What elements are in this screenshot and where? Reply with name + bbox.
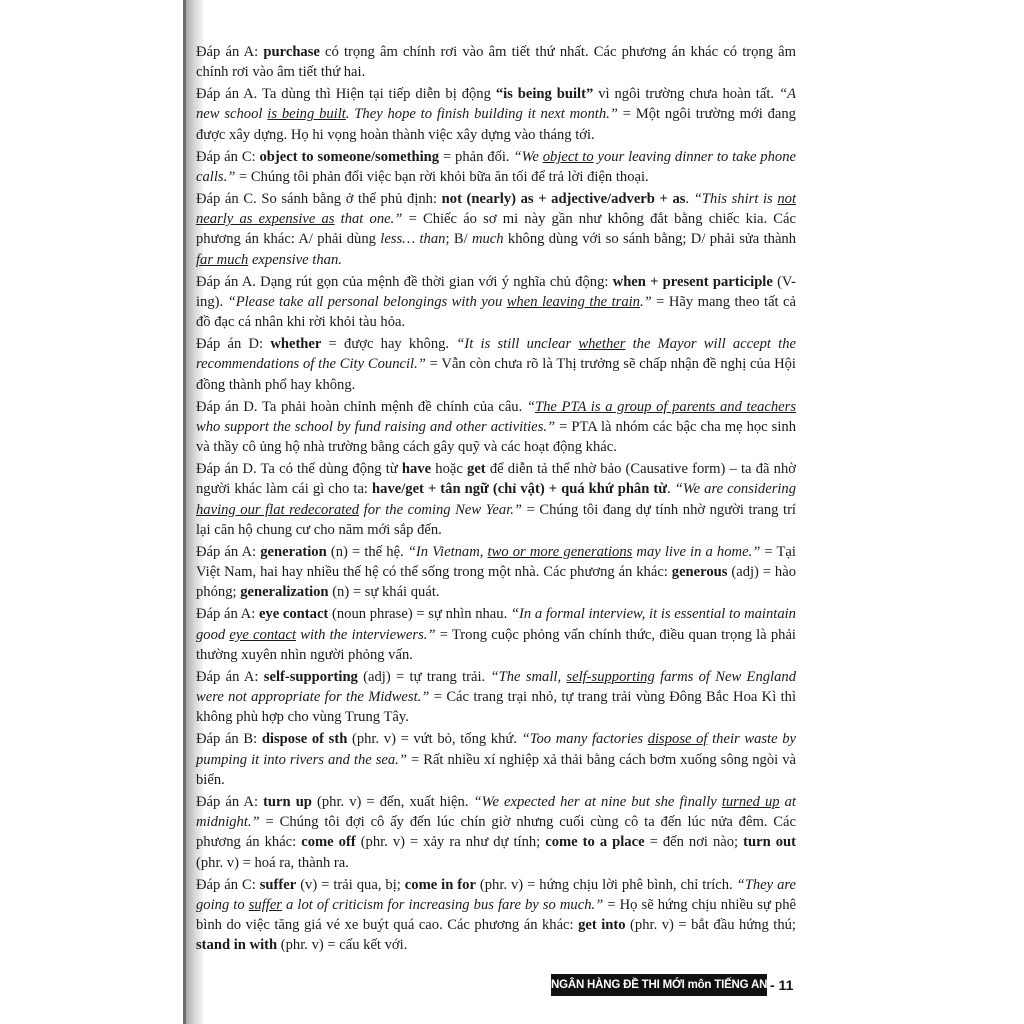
- answer-entry: [196, 147, 796, 188]
- underlined-phrase: having our flat redecorated: [196, 501, 360, 518]
- explanation-text: (adj) = hào phóng;: [196, 564, 797, 601]
- answer-entry: [196, 334, 796, 395]
- answer-entry: [196, 792, 796, 873]
- example-sentence: [488, 544, 633, 560]
- example-sentence: [566, 669, 654, 685]
- key-term: come to a place: [545, 834, 645, 851]
- underlined-phrase: self-supporting: [566, 668, 655, 685]
- underlined-phrase: The PTA is a group of parents and teachers: [535, 398, 796, 415]
- example-sentence: “We: [513, 148, 543, 165]
- example-sentence: [507, 294, 640, 310]
- explanation-text: (n) = thế hệ.: [326, 543, 408, 560]
- example-sentence: “This shirt is: [693, 190, 778, 207]
- explanation-text: = Chúng tôi đang dự tính nhờ người trang trí lại căn hộ chung cư cho năm mới sắp đến.: [196, 501, 796, 538]
- example-sentence: “We are considering: [674, 481, 797, 498]
- explanation-text: không dùng với so sánh bằng; D/ phải sửa thành: [503, 231, 797, 248]
- example-sentence: “Please take all personal belongings with you: [227, 293, 507, 310]
- example-sentence: [535, 399, 796, 415]
- explanation-text: ; B/: [445, 231, 472, 248]
- explanation-text: Đáp án A:: [196, 606, 259, 623]
- explanation-text: có trọng âm chính rơi vào âm tiết thứ nhất. Các phương án khác có trọng âm chính rơi vào âm tiết thứ hai.: [196, 44, 796, 81]
- example-sentence: [249, 897, 282, 913]
- explanation-text: Đáp án A:: [196, 543, 261, 560]
- explanation-text: (phr. v) = vứt bỏ, tống khứ.: [347, 731, 522, 748]
- example-sentence: [196, 252, 248, 268]
- underlined-phrase: suffer: [248, 896, 282, 913]
- key-term: generation: [260, 543, 327, 560]
- explanation-text: Đáp án A:: [196, 668, 264, 685]
- answer-entry: [196, 42, 796, 83]
- example-sentence: a lot of criticism for increasing bus fare by so much.”: [281, 896, 604, 913]
- example-sentence: expensive than.: [248, 251, 342, 268]
- key-term: stand in with: [196, 937, 278, 954]
- example-sentence: “It is still unclear: [456, 336, 579, 353]
- explanation-text: = Các trang trại nhỏ, tự trang trải vùng Đông Bắc Hoa Kì thì không phù hợp cho vùng Trung Tây.: [196, 689, 797, 726]
- example-sentence: less… than: [380, 231, 446, 248]
- explanation-text: Đáp án C:: [196, 876, 260, 893]
- explanation-text: (phr. v) = hoá ra, thành ra.: [196, 854, 349, 871]
- example-sentence: with the interviewers.”: [296, 626, 436, 643]
- answer-entry: [196, 189, 796, 270]
- example-sentence: “The small,: [490, 668, 567, 685]
- key-term: come off: [301, 834, 356, 851]
- explanation-text: (v) = trải qua, bị;: [296, 876, 405, 893]
- explanation-text: Đáp án C. So sánh bằng ở thể phủ định:: [196, 190, 442, 207]
- key-term: self-supporting: [263, 668, 358, 685]
- key-term: get into: [578, 917, 626, 934]
- key-term: come in for: [404, 876, 476, 893]
- explanation-text: Đáp án B:: [196, 731, 262, 748]
- explanation-text: vì ngôi trường chưa hoàn tất.: [593, 86, 779, 103]
- underlined-phrase: two or more generations: [487, 543, 633, 560]
- explanation-text: = PTA là nhóm các bậc cha mẹ học sinh và thầy cô ủng hộ nhà trường bằng cách gây quỹ và các hoạt động khác.: [196, 418, 796, 456]
- book-title-banner: NGÂN HÀNG ĐỀ THI MỚI môn TIẾNG ANH: [551, 974, 767, 996]
- example-sentence: the Mayor will accept the recommendations of the City Council.”: [196, 336, 796, 373]
- key-term: whether: [270, 336, 322, 353]
- explanation-text: = Chúng tôi đợi cô ấy đến lúc chín giờ nhưng cuối cùng cô ta đến lúc nửa đêm. Các phương án khác:: [196, 814, 796, 851]
- explanation-text: = Chiếc áo sơ mi này gần như không đắt bằng chiếc kia. Các phương án khác: A/ phải dùng: [196, 211, 796, 248]
- explanation-text: (V-ing).: [196, 273, 796, 310]
- example-sentence: .”: [639, 293, 652, 310]
- explanation-text: để diễn tả thể nhờ bảo (Causative form) – ta đã nhờ người khác làm cái gì cho ta:: [196, 461, 796, 498]
- explanation-text: (adj) = tự trang trải.: [357, 668, 491, 685]
- example-sentence: farms of New England were not appropriate for the Midwest.”: [196, 668, 796, 706]
- explanation-text: = Rất nhiều xí nghiệp xả thải bằng cách bơm xuống sông ngòi và biển.: [196, 751, 796, 788]
- explanation-text: = Tại Việt Nam, hai hay nhiều thế hệ có thể sống trong một nhà. Các phương án khác:: [196, 543, 796, 581]
- explanation-text: = Trong cuộc phỏng vấn chính thức, điều quan trọng là phải thường xuyên nhìn người phỏng vấn.: [196, 626, 796, 663]
- key-term: have: [401, 461, 432, 478]
- key-term: turn out: [743, 834, 796, 851]
- explanation-text: = đến nơi nào;: [644, 834, 744, 851]
- example-sentence: that one.”: [334, 211, 403, 228]
- answer-entry: [196, 729, 796, 790]
- explanation-text: = phản đối.: [439, 148, 514, 165]
- explanation-text: Đáp án D. Ta phải hoàn chỉnh mệnh đề chính của câu.: [196, 398, 527, 415]
- explanation-text: .: [667, 481, 675, 498]
- explanation-text: Đáp án A. Dạng rút gọn của mệnh đề thời gian với ý nghĩa chủ động:: [196, 273, 613, 290]
- example-sentence: [543, 149, 594, 165]
- answer-entry: [196, 542, 796, 603]
- explanation-text: Đáp án A:: [196, 793, 264, 810]
- explanation-text: (phr. v) = hứng chịu lời phê bình, chỉ trích.: [475, 876, 737, 893]
- key-term: when + present participle: [612, 273, 773, 290]
- example-sentence: may live in a home.”: [632, 543, 761, 560]
- explanation-text: = Một ngôi trường mới đang được xây dựng. Họ hi vọng hoàn thành việc xây dựng vào tháng tới.: [196, 106, 796, 143]
- key-term: not (nearly) as + adjective/adverb + as: [441, 190, 686, 207]
- explanation-text: (n) = sự khái quát.: [328, 584, 440, 601]
- explanation-text: (phr. v) = xảy ra như dự tính;: [355, 834, 546, 851]
- explanation-text: (phr. v) = đến, xuất hiện.: [311, 793, 474, 810]
- explanation-text: Đáp án C:: [196, 148, 260, 165]
- underlined-phrase: dispose of: [647, 731, 708, 748]
- example-sentence: [196, 502, 359, 518]
- explanation-text: = Chúng tôi phản đối việc bạn rời khỏi bữa ăn tối để trả lời điện thoại.: [235, 168, 649, 185]
- explanation-text: = Vẫn còn chưa rõ là Thị trưởng sẽ chấp nhận đề nghị của Hội đồng thành phố hay không.: [196, 356, 796, 393]
- page-number: - 11: [770, 977, 794, 993]
- key-term: suffer: [259, 876, 297, 893]
- underlined-phrase: eye contact: [229, 626, 297, 643]
- key-term: generous: [671, 564, 728, 581]
- explanation-text: = Hãy mang theo tất cả đồ đạc cá nhân khi rời khỏi tàu hỏa.: [196, 293, 796, 331]
- example-sentence: who support the school by fund raising and other activities.”: [196, 418, 556, 435]
- key-term: “is being built”: [495, 86, 594, 103]
- key-term: generalization: [240, 584, 329, 601]
- explanation-text: hoặc: [431, 461, 468, 478]
- explanation-text: .: [685, 190, 694, 207]
- key-term: eye contact: [258, 606, 329, 623]
- explanation-text: = được hay không.: [321, 336, 457, 353]
- underlined-phrase: is being built: [267, 106, 346, 123]
- explanation-text: Đáp án D. Ta có thể dùng động từ: [196, 461, 402, 478]
- underlined-phrase: turned up: [721, 793, 780, 810]
- explanation-text: Đáp án A:: [196, 44, 264, 60]
- example-sentence: much: [471, 231, 504, 248]
- underlined-phrase: far much: [196, 251, 249, 268]
- example-sentence: . They hope to finish building it next month.”: [345, 106, 618, 123]
- example-sentence: “We expected her at nine but she finally: [473, 793, 722, 810]
- answer-entry: [196, 397, 796, 458]
- example-sentence: “: [526, 398, 536, 415]
- example-sentence: “A new school: [196, 86, 796, 123]
- key-term: have/get + tân ngữ (chỉ vật) + quá khứ phân từ: [372, 481, 668, 498]
- explanation-text: (phr. v) = bắt đầu hứng thú;: [625, 917, 796, 934]
- example-sentence: [648, 731, 708, 747]
- example-sentence: for the coming New Year.”: [359, 501, 523, 518]
- underlined-phrase: when leaving the train: [506, 293, 640, 310]
- answer-entry: [196, 84, 796, 145]
- explanation-text: Đáp án A. Ta dùng thì Hiện tại tiếp diễn bị động: [196, 86, 496, 103]
- example-sentence: “In a formal interview, it is essential to maintain good: [196, 606, 796, 643]
- key-term: dispose of sth: [261, 731, 348, 748]
- underlined-phrase: not nearly as expensive as: [196, 190, 796, 228]
- example-sentence: [229, 627, 296, 643]
- key-term: object to someone/something: [259, 148, 440, 165]
- example-sentence: [267, 106, 346, 122]
- underlined-phrase: whether: [578, 336, 626, 353]
- key-term: get: [467, 461, 486, 478]
- example-sentence: “In Vietnam,: [407, 543, 488, 560]
- answer-entry: [196, 667, 796, 728]
- key-term: purchase: [263, 44, 320, 60]
- example-sentence: [578, 336, 625, 352]
- explanation-text: (phr. v) = cấu kết với.: [277, 937, 408, 954]
- example-sentence: “Too many factories: [521, 731, 648, 748]
- explanation-text: (noun phrase) = sự nhìn nhau.: [328, 606, 511, 623]
- example-sentence: their waste by pumping it into rivers and the sea.”: [196, 731, 796, 768]
- example-sentence: [722, 794, 780, 810]
- answer-entry: [196, 272, 796, 333]
- key-term: turn up: [263, 793, 312, 810]
- answer-explanations: [196, 42, 796, 957]
- underlined-phrase: object to: [542, 148, 594, 165]
- example-sentence: your leaving dinner to take phone calls.”: [196, 148, 796, 185]
- explanation-text: = Họ sẽ hứng chịu nhiều sự phê bình do việc tăng giá vé xe buýt quá cao. Các phương án khác:: [196, 896, 797, 934]
- example-sentence: at midnight.”: [196, 793, 796, 831]
- explanation-text: Đáp án D:: [196, 336, 271, 353]
- page-gutter-edge: [183, 0, 186, 1024]
- answer-entry: [196, 875, 796, 956]
- answer-entry: [196, 604, 796, 665]
- example-sentence: “They are going to: [196, 876, 796, 913]
- answer-entry: [196, 459, 796, 540]
